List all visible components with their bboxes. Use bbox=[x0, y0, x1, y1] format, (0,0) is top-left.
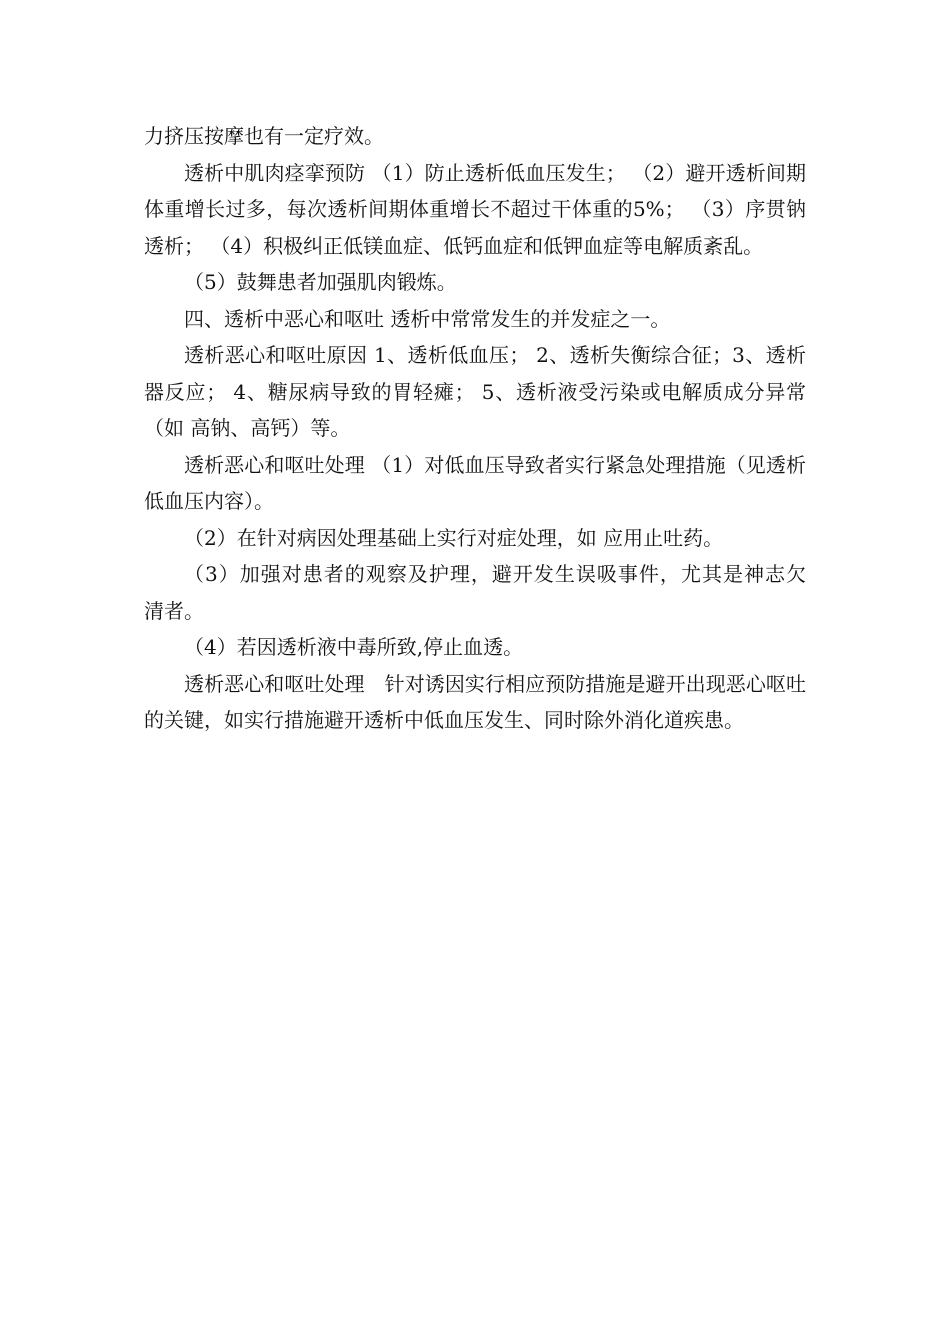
paragraph-nausea-prevention: 透析恶心和呕吐处理 针对诱因实行相应预防措施是避开出现恶心呕吐的关键，如实行措施避开透析中低血压发生、同时除外消化道疾患。 bbox=[144, 671, 806, 732]
paragraph-continuation: 力挤压按摩也有一定疗效。 bbox=[144, 124, 384, 148]
paragraph-muscle-exercise: （5）鼓舞患者加强肌肉锻炼。 bbox=[184, 270, 457, 294]
paragraph-nausea-treatment-1: 透析恶心和呕吐处理 （1）对低血压导致者实行紧急处理措施（见透析低血压内容）。 bbox=[144, 452, 806, 513]
section-heading-nausea-vomiting: 四、透析中恶心和呕吐 透析中常常发生的并发症之一。 bbox=[184, 306, 671, 331]
paragraph-cramp-prevention: 透析中肌肉痉挛预防 （1）防止透析低血压发生； （2）避开透析间期体重增长过多，每次透析间期体重增长不超过干体重的5%； （3）序贯钠透析； （4）积极纠正低镁血症、低钙血症和低钾血症等电解质紊乱。 bbox=[144, 160, 806, 258]
paragraph-nausea-treatment-2: （2）在针对病因处理基础上实行对症处理，如 应用止吐药。 bbox=[184, 525, 724, 550]
paragraph-nausea-treatment-4: （4）若因透析液中毒所致,停止血透。 bbox=[184, 635, 524, 659]
document-body bbox=[144, 118, 826, 739]
paragraph-nausea-causes: 透析恶心和呕吐原因 1、透析低血压； 2、透析失衡综合征；3、透析器反应； 4、糖尿病导致的胃轻瘫； 5、透析液受污染或电解质成分异常（如 高钠、高钙）等。 bbox=[144, 343, 806, 440]
paragraph-nausea-treatment-3: （3）加强对患者的观察及护理，避开发生误吸事件，尤其是神志欠 清者。 bbox=[144, 562, 826, 623]
